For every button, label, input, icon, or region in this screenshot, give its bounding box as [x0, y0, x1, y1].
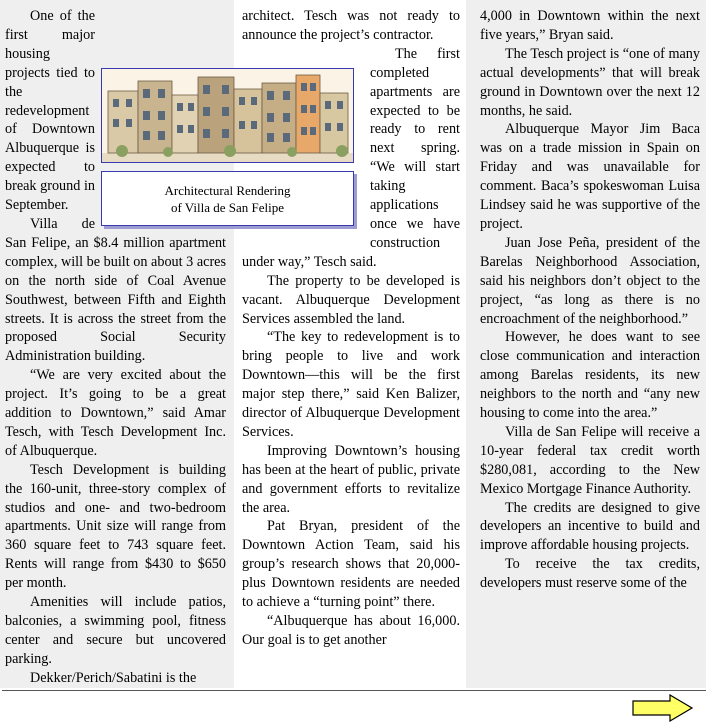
- paragraph: The Tesch project is “one of many actual developments” that will break ground in Downtown over the next 12 months, he said.: [480, 45, 700, 119]
- architectural-rendering-image: [101, 68, 354, 163]
- paragraph: Dekker/Perich/Sabatini is the: [30, 669, 197, 686]
- paragraph: “Albuquerque has about 16,000. Our goal is to get another: [242, 613, 460, 648]
- paragraph: Juan Jose Peña, president of the Barelas Neighborhood Association, said his neighbors don’t object to the project, “as long as there is no encroachment of the neighborhood.”: [480, 234, 700, 327]
- right-arrow-icon: [632, 694, 694, 722]
- paragraph: Pat Bryan, president of the Downtown Action Team, said his group’s research shows that 20,000-plus Downtown residents are needed to achieve a “turning point” there.: [242, 518, 460, 611]
- paragraph: Villa de San Felipe will receive a 10-year federal tax credit worth $280,081, according to the New Mexico Mortgage Finance Authority.: [480, 423, 700, 497]
- paragraph: 4,000 in Downtown within the next five years,” Bryan said.: [480, 8, 700, 43]
- paragraph: Amenities will include patios, balconies, a swimming pool, fitness center and secure but uncovered parking.: [5, 594, 226, 667]
- paragraph: “The key to redevelopment is to bring people to live and work Downtown—this will be the first major step there,” said Ken Balizer, director of Albuquerque Development Services.: [242, 329, 460, 440]
- paragraph: Villa de San Felipe, an $8.4 million apartment complex, will be built on about 3 acres on the north side of Coal Avenue Southwest, between Fifth and Eighth streets. It is across the street from the proposed Social Security Administration building.: [5, 215, 226, 365]
- article-column-3: [466, 0, 706, 688]
- paragraph: However, he does want to see close communication and interaction among Barelas residents, its new neighbors to the north and “any new housing to come into the area.”: [480, 329, 700, 422]
- paragraph: Albuquerque Mayor Jim Baca was on a trade mission in Spain on Friday and was unavailable for comment. Baca’s spokeswoman Luisa Lindsey said he was supportive of the project.: [480, 121, 700, 232]
- paragraph: “We are very excited about the project. It’s going to be a great addition to Downtown,” said Amar Tesch, with Tesch Development Inc. of Albuquerque.: [5, 367, 226, 459]
- paragraph: To receive the tax credits, developers must reserve some of the: [480, 556, 700, 592]
- paragraph: The first completed apartments are expected to be ready to rent next spring. “We will start taking applications once we have construction under way,” Tesch said.: [242, 45, 460, 270]
- paragraph: Tesch Development is building the 160-unit, three-story complex of studios and one- and two-bedroom apartments. Unit size will range from 360 square feet to 743 square feet. Rents will range from $430 to $650 per month.: [5, 461, 226, 592]
- caption-line: Architectural Rendering: [164, 182, 291, 198]
- paragraph: One of the first major housing projects tied to the redevelopment of Downtown Albuquerque is expected to break ground in September.: [5, 8, 95, 214]
- paragraph: The credits are designed to give developers an incentive to build and improve affordable housing projects.: [480, 499, 700, 554]
- figure-caption: [101, 171, 354, 226]
- next-page-button[interactable]: [632, 694, 694, 722]
- paragraph: architect. Tesch was not ready to announce the project’s contractor.: [242, 8, 460, 43]
- caption-line: of Villa de San Felipe: [170, 199, 285, 215]
- paragraph: The property to be developed is vacant. Albuquerque Development Services assembled the land.: [242, 272, 460, 327]
- page-divider: [2, 690, 706, 691]
- paragraph: Improving Downtown’s housing has been at the heart of public, private and government efforts to revitalize the area.: [242, 442, 460, 516]
